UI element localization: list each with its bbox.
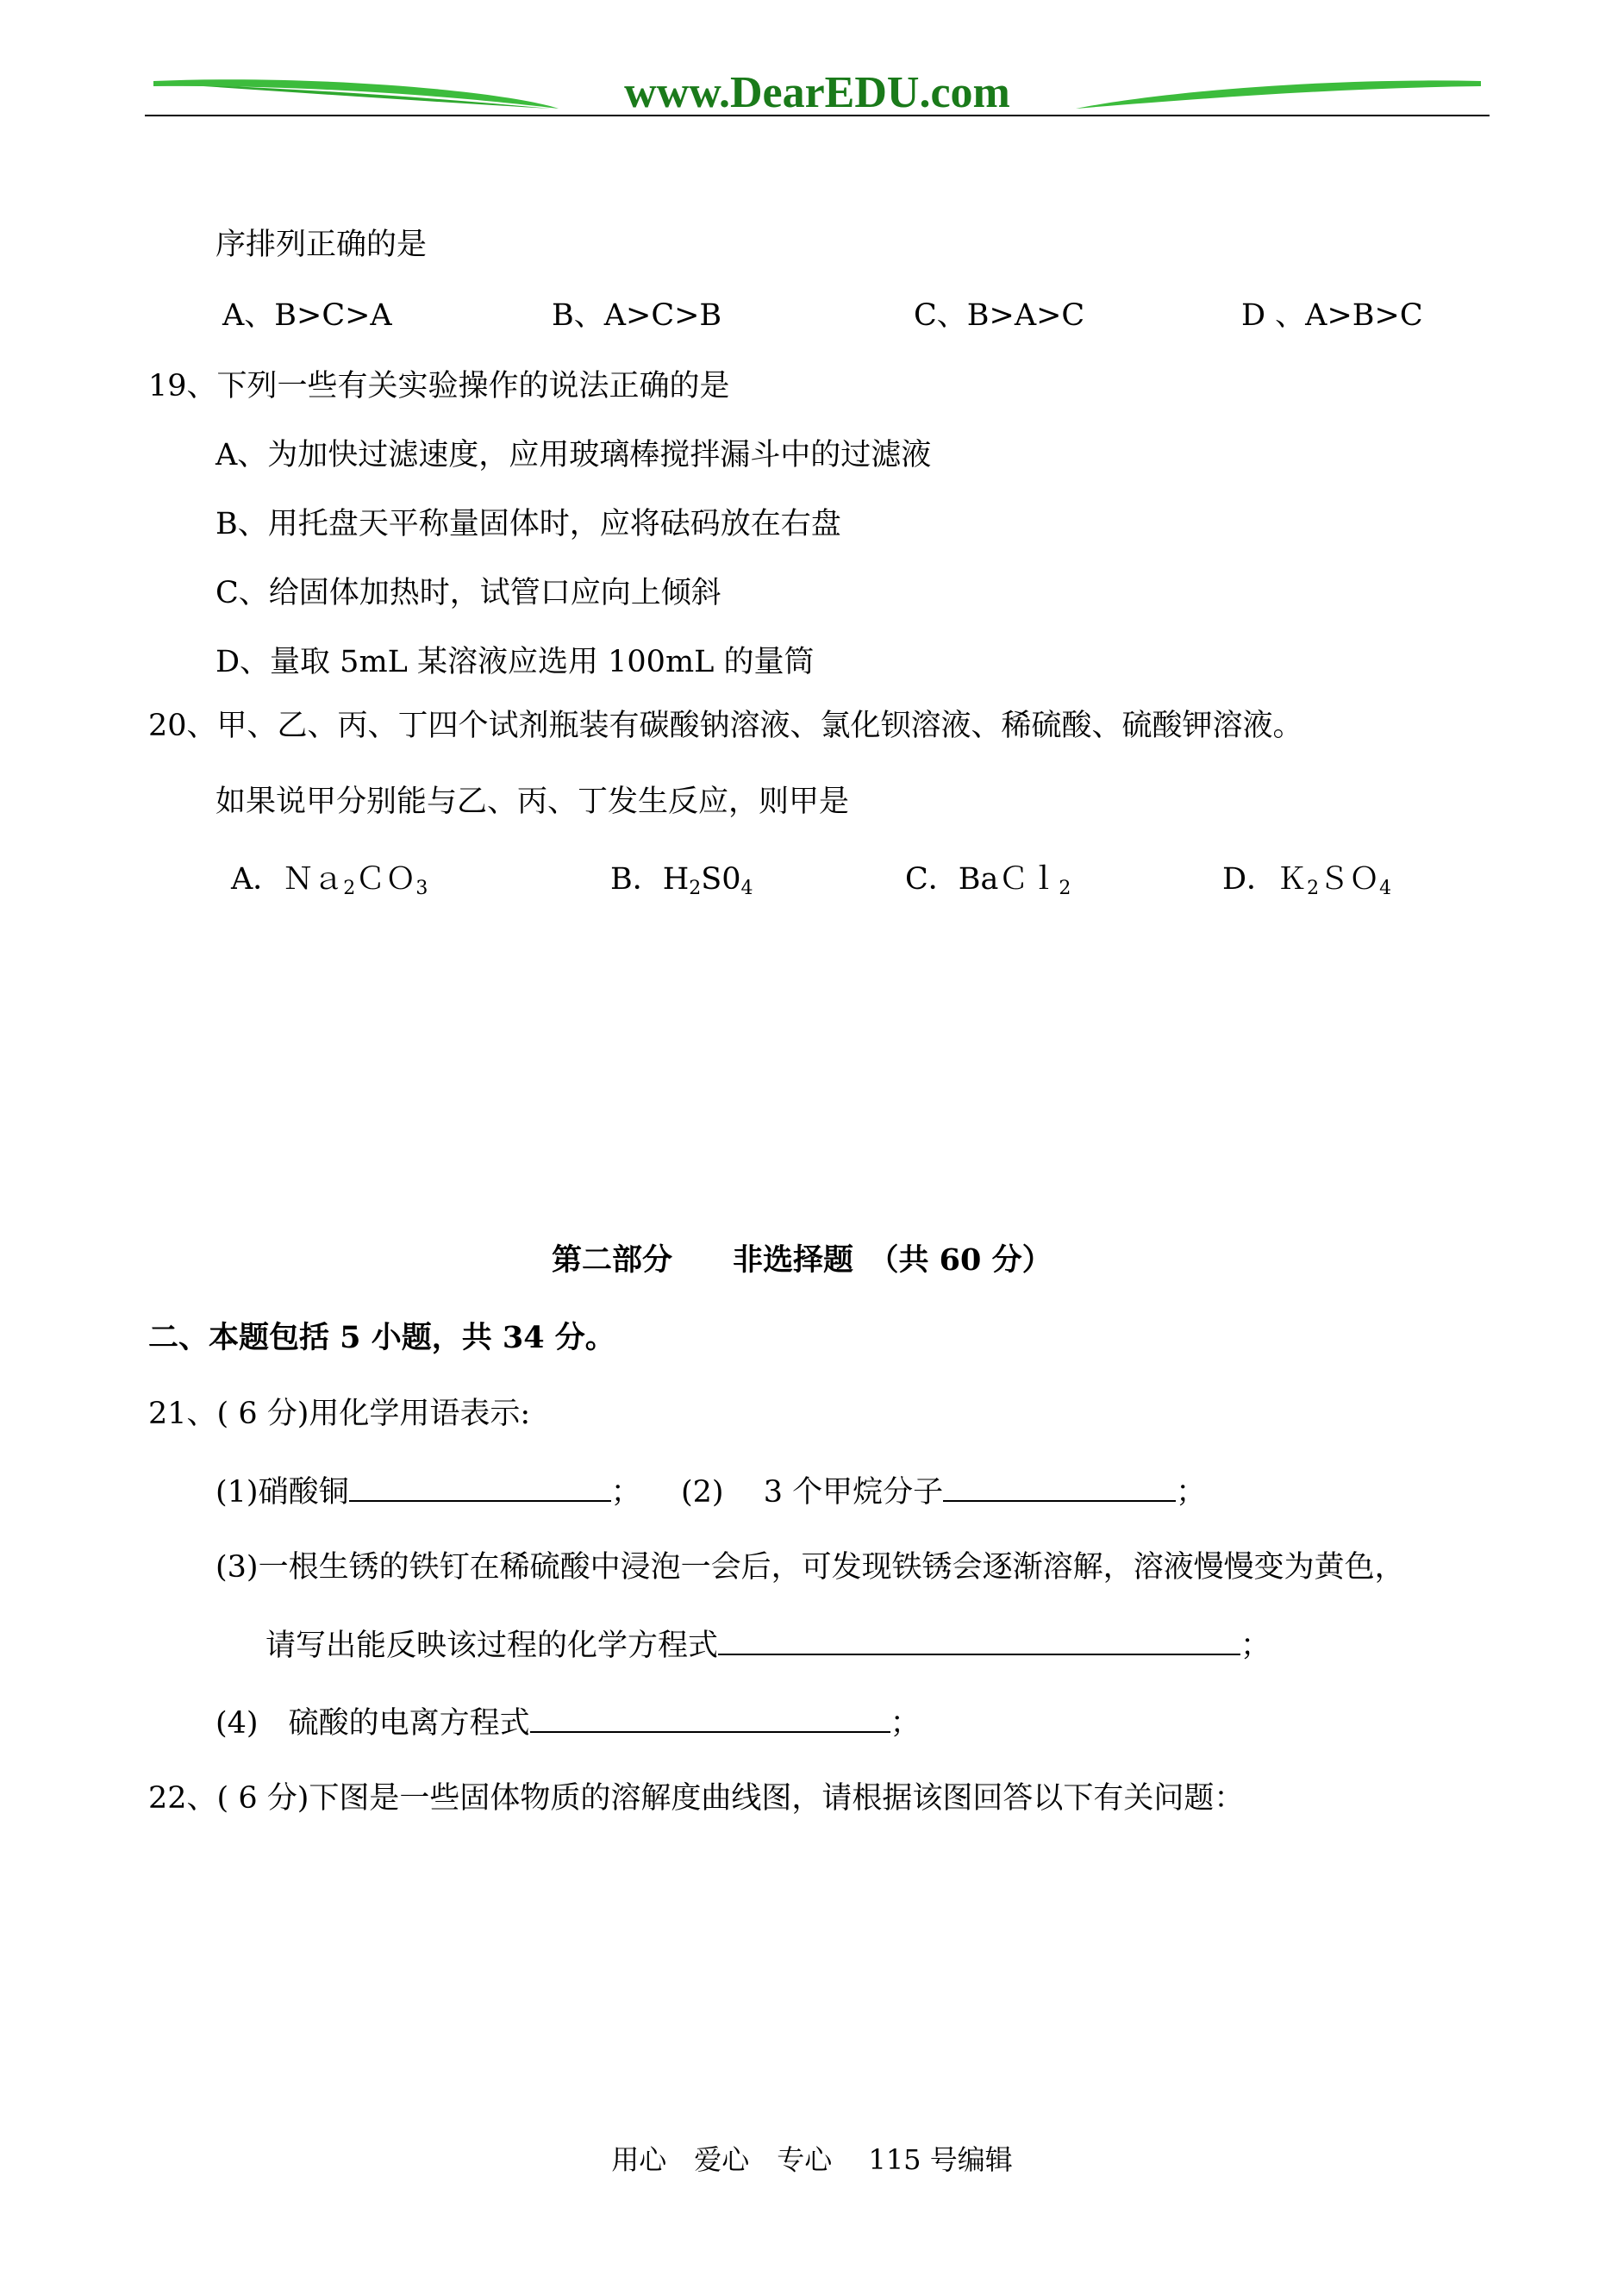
q18-continuation: 序排列正确的是 <box>215 228 428 262</box>
q20-option-d <box>1222 860 1391 908</box>
q18-option-b: B、A>C>B <box>552 298 722 333</box>
q21-item2 <box>681 1471 1206 1511</box>
q20-stem-line1: 20、甲、乙、丙、丁四个试剂瓶装有碳酸钠溶液、氯化钡溶液、稀硫酸、硫酸钾溶液。 <box>148 709 1303 743</box>
q20-option-c-sub: 2 <box>1059 878 1071 899</box>
q20-option-a-sub: 3 <box>415 878 428 899</box>
q21-item2-end: ； <box>1176 1475 1207 1510</box>
q21-item2-label: (2) 3 个甲烷分子 <box>681 1475 944 1510</box>
q20-option-d-part: ＳＯ <box>1319 862 1380 897</box>
q18-option-a: A、B>C>A <box>222 298 392 333</box>
q20-option-b-sub: 2 <box>689 878 702 899</box>
q21-item1-end: ； <box>610 1475 641 1510</box>
q21-item3-end: ； <box>1240 1629 1271 1663</box>
q20-option-a <box>231 860 428 908</box>
q20-option-a-part: ＣＯ <box>355 862 416 897</box>
q21-item3-answer-blank[interactable] <box>718 1624 1240 1655</box>
q19-option-c: C、给固体加热时，试管口应向上倾斜 <box>215 576 721 610</box>
header-logo <box>145 66 1490 126</box>
q19-option-b: B、用托盘天平称量固体时，应将砝码放在右盘 <box>215 507 841 541</box>
header-site-text: www.DearEDU.com <box>624 68 1010 117</box>
q20-option-d-sub: 4 <box>1379 878 1392 899</box>
q20-option-d-prefix: D． <box>1222 862 1277 897</box>
q18-option-d: D 、A>B>C <box>1241 298 1423 333</box>
q20-stem-line2: 如果说甲分别能与乙、丙、丁发生反应，则甲是 <box>215 785 850 819</box>
q20-option-b-part: H <box>662 862 690 897</box>
q21-item2-answer-blank[interactable] <box>943 1471 1176 1502</box>
q21-stem: 21、( 6 分)用化学用语表示: <box>148 1397 531 1431</box>
q20-option-a-part: Ｎａ <box>283 862 344 897</box>
q22-stem: 22、( 6 分)下图是一些固体物质的溶解度曲线图，请根据该图回答以下有关问题： <box>148 1781 1245 1816</box>
q21-item4 <box>215 1702 921 1742</box>
q19-option-a: A、为加快过滤速度，应用玻璃棒搅拌漏斗中的过滤液 <box>215 438 932 472</box>
q21-item1-answer-blank[interactable] <box>349 1471 611 1502</box>
q20-option-b <box>610 860 753 908</box>
q20-option-a-sub: 2 <box>343 878 356 899</box>
q21-item4-label: (4) 硫酸的电离方程式 <box>215 1706 530 1741</box>
q21-item3-line2 <box>265 1624 1271 1665</box>
q20-option-b-prefix: B． <box>610 862 663 897</box>
q21-item3-line1: (3)一根生锈的铁钉在稀硫酸中浸泡一会后，可发现铁锈会逐渐溶解，溶液慢慢变为黄色， <box>215 1550 1405 1585</box>
q21-item3-label: 请写出能反映该过程的化学方程式 <box>265 1629 719 1663</box>
q20-option-c <box>905 860 1071 908</box>
q19-option-d: D、量取 5mL 某溶液应选用 100mL 的量筒 <box>215 645 815 679</box>
q20-option-a-prefix: A． <box>231 862 284 897</box>
part2-section-heading: 二、本题包括 5 小题，共 34 分。 <box>148 1320 615 1355</box>
q20-option-d-part: Ｋ <box>1277 862 1308 897</box>
q18-option-c: C、B>A>C <box>914 298 1085 333</box>
q20-option-c-part: BaＣｌ <box>958 862 1059 897</box>
right-swoosh-icon <box>1076 80 1481 109</box>
q21-item4-answer-blank[interactable] <box>530 1702 890 1733</box>
q21-item1 <box>215 1471 641 1511</box>
page-footer: 用心 爱心 专心 115 号编辑 <box>611 2143 1013 2176</box>
q21-item4-end: ； <box>890 1706 921 1741</box>
q20-option-b-part: S0 <box>701 862 741 897</box>
q20-option-c-prefix: C． <box>905 862 959 897</box>
q21-item1-label: (1)硝酸铜 <box>215 1475 349 1510</box>
q20-option-b-sub: 4 <box>740 878 753 899</box>
q19-stem: 19、下列一些有关实验操作的说法正确的是 <box>148 369 730 403</box>
part2-title: 第二部分 非选择题 （共 60 分） <box>552 1242 1052 1278</box>
q20-option-d-sub: 2 <box>1307 878 1320 899</box>
